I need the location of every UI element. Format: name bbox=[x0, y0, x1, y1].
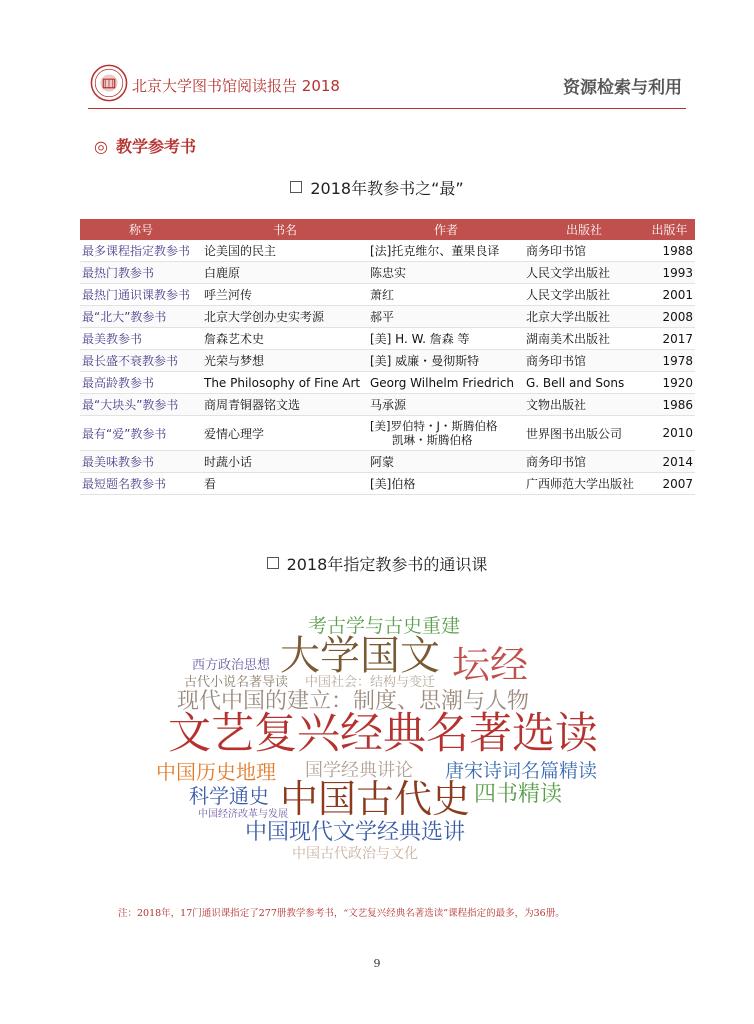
column-header: 出版年 bbox=[644, 219, 695, 240]
author-cell: 郝平 bbox=[368, 306, 524, 328]
book-cell: 呼兰河传 bbox=[202, 284, 368, 306]
publisher-cell: 湖南美术出版社 bbox=[524, 328, 644, 350]
award-cell: 最多课程指定教参书 bbox=[80, 240, 202, 262]
cloud-word: 科学通史 bbox=[189, 784, 269, 808]
publisher-cell: 世界图书出版公司 bbox=[524, 416, 644, 451]
publisher-cell: 人民文学出版社 bbox=[524, 284, 644, 306]
chapter-title: 资源检索与利用 bbox=[563, 78, 682, 98]
book-cell: 白鹿原 bbox=[202, 262, 368, 284]
cloud-word: 古代小说名著导读 bbox=[184, 675, 289, 690]
award-cell: 最短题名教参书 bbox=[80, 473, 202, 495]
book-cell: 爱情心理学 bbox=[202, 416, 368, 451]
cloud-word: 中国经济改革与发展 bbox=[198, 809, 288, 820]
year-cell: 1986 bbox=[644, 394, 695, 416]
year-cell: 2014 bbox=[644, 451, 695, 473]
publisher-cell: 人民文学出版社 bbox=[524, 262, 644, 284]
cloud-word: 中国历史地理 bbox=[156, 760, 276, 784]
author-line: [美]罗伯特・J・斯腾伯格 bbox=[370, 419, 498, 433]
cloud-word: 唐宋诗词名篇精读 bbox=[445, 760, 598, 782]
author-cell: 阿蒙 bbox=[368, 451, 524, 473]
year-cell: 2001 bbox=[644, 284, 695, 306]
publisher-cell: 广西师范大学出版社 bbox=[524, 473, 644, 495]
award-cell: 最美教参书 bbox=[80, 328, 202, 350]
year-cell: 2017 bbox=[644, 328, 695, 350]
book-cell: 商周青铜器铭文选 bbox=[202, 394, 368, 416]
book-cell: 时蔬小话 bbox=[202, 451, 368, 473]
year-cell: 1988 bbox=[644, 240, 695, 262]
cloud-word: 中国古代史 bbox=[280, 777, 471, 821]
author-cell: [美] H. W. 詹森 等 bbox=[368, 328, 524, 350]
award-cell: 最高龄教参书 bbox=[80, 372, 202, 394]
cloud-word: 文艺复兴经典名著选读 bbox=[168, 709, 598, 759]
cloud-word: 四书精读 bbox=[474, 782, 563, 807]
book-cell: 论美国的民主 bbox=[202, 240, 368, 262]
publisher-cell: 北京大学出版社 bbox=[524, 306, 644, 328]
award-cell: 最有“爱”教参书 bbox=[80, 416, 202, 451]
cloud-word: 中国古代政治与文化 bbox=[292, 846, 418, 862]
book-cell: 北京大学创办史实考源 bbox=[202, 306, 368, 328]
award-cell: 最“大块头”教参书 bbox=[80, 394, 202, 416]
year-cell: 1993 bbox=[644, 262, 695, 284]
author-cell: 马承源 bbox=[368, 394, 524, 416]
publisher-cell: 商务印书馆 bbox=[524, 240, 644, 262]
author-cell: 陈忠实 bbox=[368, 262, 524, 284]
cloud-word: 考古学与古史重建 bbox=[308, 615, 461, 637]
award-cell: 最美味教参书 bbox=[80, 451, 202, 473]
publisher-cell: 文物出版社 bbox=[524, 394, 644, 416]
book-cell: 光荣与梦想 bbox=[202, 350, 368, 372]
cloud-word: 西方政治思想 bbox=[192, 658, 271, 673]
year-cell: 2008 bbox=[644, 306, 695, 328]
cloud-word: 中国社会：结构与变迁 bbox=[305, 675, 436, 690]
book-cell: 詹森艺术史 bbox=[202, 328, 368, 350]
award-cell: 最“北大”教参书 bbox=[80, 306, 202, 328]
footnote: 注：2018年，17门通识课指定了277册教学参考书，“文艺复兴经典名著选读”课程指定的最多，为36册。 bbox=[118, 908, 565, 919]
publisher-cell: 商务印书馆 bbox=[524, 350, 644, 372]
author-cell: [美]伯格 bbox=[368, 473, 524, 495]
cloud-word: 现代中国的建立：制度、思潮与人物 bbox=[177, 689, 530, 714]
book-cell: The Philosophy of Fine Art bbox=[202, 372, 368, 394]
award-cell: 最长盛不衰教参书 bbox=[80, 350, 202, 372]
author-cell: [法]托克维尔、董果良译 bbox=[368, 240, 524, 262]
section-title: 教学参考书 bbox=[115, 137, 196, 156]
cloud-word: 坛经 bbox=[452, 643, 529, 687]
author-line: 凯琳・斯腾伯格 bbox=[392, 433, 473, 447]
publisher-cell: G. Bell and Sons bbox=[524, 372, 644, 394]
year-cell: 1920 bbox=[644, 372, 695, 394]
award-cell: 最热门通识课教参书 bbox=[80, 284, 202, 306]
year-cell: 2007 bbox=[644, 473, 695, 495]
cloud-word: 大学国文 bbox=[280, 633, 440, 679]
year-cell: 1978 bbox=[644, 350, 695, 372]
column-header: 书名 bbox=[202, 219, 368, 240]
column-header: 出版社 bbox=[524, 219, 644, 240]
cloud-word: 中国现代文学经典选讲 bbox=[245, 820, 466, 845]
publisher-cell: 商务印书馆 bbox=[524, 451, 644, 473]
award-cell: 最热门教参书 bbox=[80, 262, 202, 284]
page-number: 9 bbox=[373, 957, 381, 970]
bullseye-icon: ◎ bbox=[94, 137, 108, 156]
author-cell: Georg Wilhelm Friedrich bbox=[368, 372, 524, 394]
document-title: 北京大学图书馆阅读报告 2018 bbox=[132, 77, 340, 95]
book-cell: 看 bbox=[202, 473, 368, 495]
column-header: 称号 bbox=[80, 219, 202, 240]
word-cloud-title-text: 2018年指定教参书的通识课 bbox=[286, 555, 488, 574]
column-header: 作者 bbox=[368, 219, 524, 240]
cloud-word: 国学经典讲论 bbox=[305, 760, 413, 781]
author-cell: 萧红 bbox=[368, 284, 524, 306]
table-title-text: 2018年教参书之“最” bbox=[310, 179, 464, 198]
year-cell: 2010 bbox=[644, 416, 695, 451]
author-cell: [美] 威廉・曼彻斯特 bbox=[368, 350, 524, 372]
